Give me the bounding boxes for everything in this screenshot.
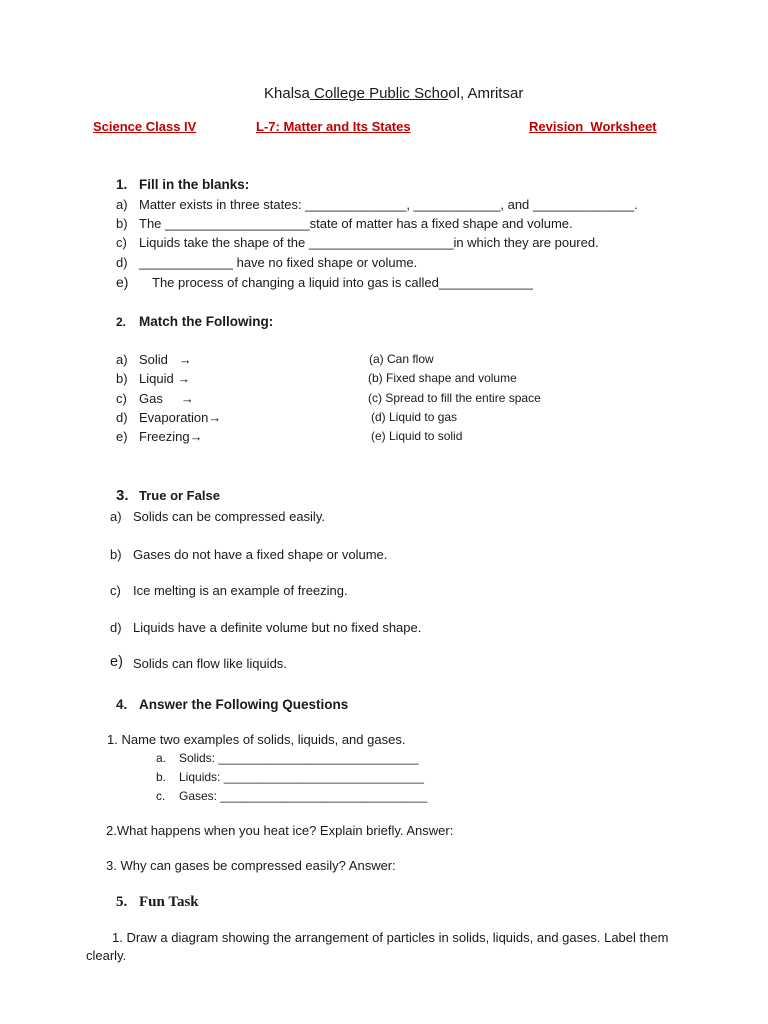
true-false-item: Solids can flow like liquids. bbox=[133, 656, 287, 671]
worksheet-label: Revision Worksheet bbox=[529, 119, 657, 134]
list-marker: a. bbox=[156, 751, 167, 765]
true-false-item: Solids can be compressed easily. bbox=[133, 509, 325, 524]
subject-label: Science Class IV bbox=[93, 119, 197, 134]
title-part: Khalsa bbox=[264, 85, 310, 102]
match-term: Solid → bbox=[139, 352, 192, 367]
list-marker: b) bbox=[116, 371, 128, 386]
match-definition: (b) Fixed shape and volume bbox=[368, 371, 517, 385]
list-marker: c) bbox=[116, 391, 127, 406]
list-marker: a) bbox=[110, 509, 122, 524]
list-marker: b) bbox=[116, 216, 128, 231]
list-marker: c. bbox=[156, 789, 166, 803]
list-marker: e) bbox=[116, 274, 129, 290]
section-2-number: 2. bbox=[116, 315, 127, 329]
fill-blank-item: The process of changing a liquid into gas is called_____________ bbox=[152, 275, 533, 290]
answer-line: Liquids: ______________________________ bbox=[179, 770, 424, 784]
true-false-item: Ice melting is an example of freezing. bbox=[133, 583, 348, 598]
match-definition: (a) Can flow bbox=[369, 352, 434, 366]
match-term: Freezing→ bbox=[139, 429, 203, 444]
match-term: Liquid → bbox=[139, 371, 191, 386]
true-false-item: Liquids have a definite volume but no fixed shape. bbox=[133, 620, 422, 635]
fill-blank-item: Liquids take the shape of the ____________________in which they are poured. bbox=[139, 235, 599, 250]
title-part: ol, Amritsar bbox=[448, 85, 524, 102]
list-marker: d) bbox=[110, 620, 122, 635]
match-term: Gas → bbox=[139, 391, 194, 406]
section-1-heading: Fill in the blanks: bbox=[139, 177, 250, 192]
school-title bbox=[264, 85, 523, 102]
list-marker: e) bbox=[110, 654, 123, 670]
list-marker: a) bbox=[116, 197, 128, 212]
fill-blank-item: Matter exists in three states: ______________, ____________, and ______________. bbox=[139, 197, 638, 212]
section-4-number: 4. bbox=[116, 697, 128, 712]
match-definition: (d) Liquid to gas bbox=[371, 410, 458, 424]
answer-line: Solids: ______________________________ bbox=[179, 751, 419, 765]
question-3: 3. Why can gases be compressed easily? Answer: bbox=[106, 858, 396, 873]
question-2: 2.What happens when you heat ice? Explain briefly. Answer: bbox=[106, 823, 454, 838]
list-marker: d) bbox=[116, 255, 128, 270]
title-part-underlined: College Public Scho bbox=[309, 85, 449, 102]
match-definition: (c) Spread to fill the entire space bbox=[368, 391, 541, 405]
match-definition: (e) Liquid to solid bbox=[371, 429, 463, 443]
section-3-number: 3. bbox=[116, 487, 129, 504]
list-marker: c) bbox=[110, 583, 121, 598]
fill-blank-item: The ____________________state of matter has a fixed shape and volume. bbox=[139, 216, 573, 231]
section-3-heading: True or False bbox=[139, 488, 220, 503]
list-marker: b. bbox=[156, 770, 167, 784]
fun-task-text: 1. Draw a diagram showing the arrangement of particles in solids, liquids, and gases. Label them clearly. bbox=[86, 930, 669, 963]
question-1: 1. Name two examples of solids, liquids, and gases. bbox=[107, 732, 406, 747]
list-marker: a) bbox=[116, 352, 128, 367]
list-marker: b) bbox=[110, 547, 122, 562]
section-1-number: 1. bbox=[116, 177, 128, 192]
section-5-number: 5. bbox=[116, 894, 128, 910]
answer-line: Gases: _______________________________ bbox=[179, 789, 428, 803]
section-4-heading: Answer the Following Questions bbox=[139, 697, 349, 712]
match-term: Evaporation→ bbox=[139, 410, 222, 425]
section-2-heading: Match the Following: bbox=[139, 314, 274, 329]
list-marker: c) bbox=[116, 235, 127, 250]
section-5-heading: Fun Task bbox=[139, 894, 199, 910]
true-false-item: Gases do not have a fixed shape or volume. bbox=[133, 547, 388, 562]
list-marker: d) bbox=[116, 410, 128, 425]
list-marker: e) bbox=[116, 429, 128, 444]
lesson-label: L-7: Matter and Its States bbox=[256, 119, 411, 134]
fill-blank-item: _____________ have no fixed shape or volume. bbox=[139, 255, 418, 270]
